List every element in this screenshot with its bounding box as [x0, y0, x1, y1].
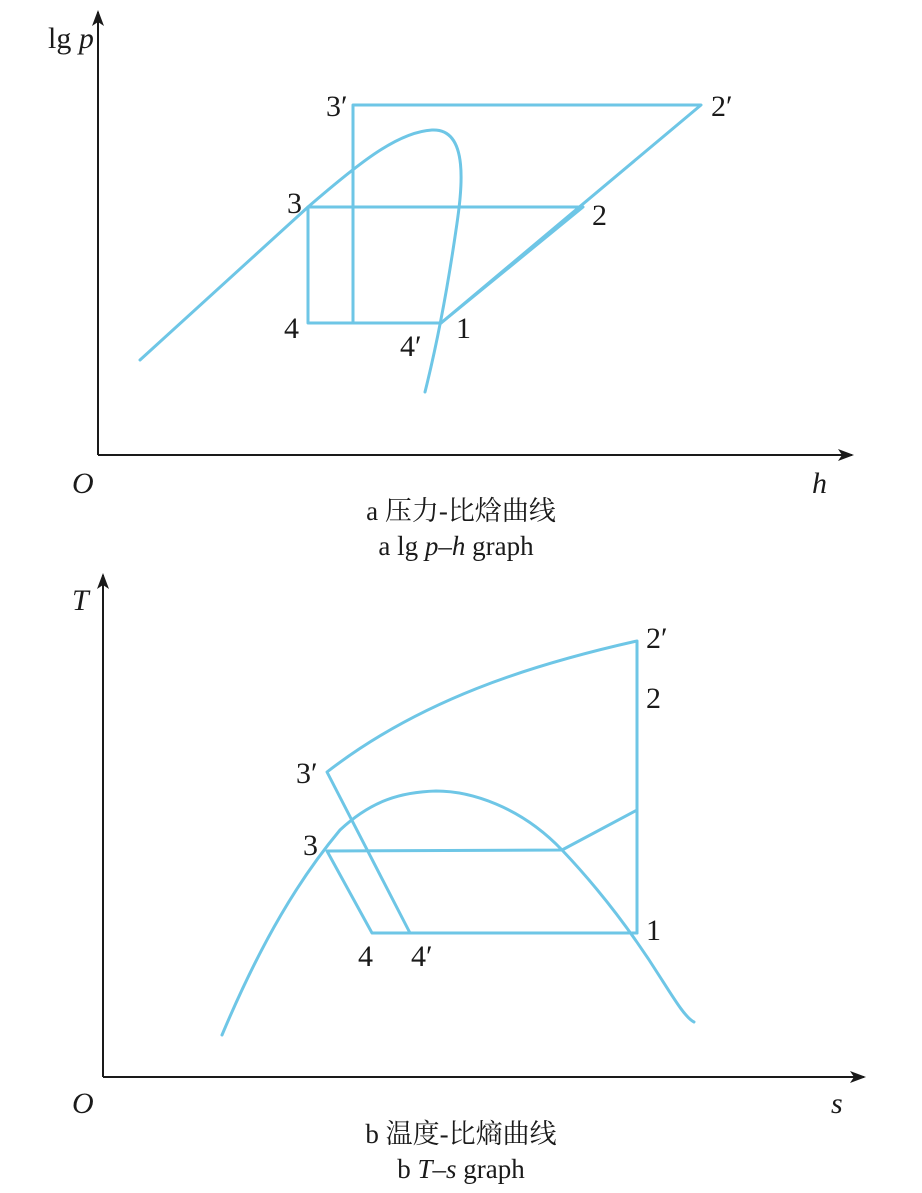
- diagram-b-point-2prime: 2′: [646, 622, 668, 655]
- diagram-a-point-3: 3: [287, 187, 302, 220]
- diagram-a-origin-label: O: [72, 467, 94, 500]
- diagram-b-point-3prime: 3′: [296, 757, 318, 790]
- diagram-b-caption-en: b T–s graph: [397, 1154, 525, 1184]
- diagram-b-cycle-prime: [327, 641, 637, 933]
- diagram-b-point-3: 3: [303, 829, 318, 862]
- diagram-b-origin-label: O: [72, 1087, 94, 1120]
- diagram-a-caption-cn: a 压力-比焓曲线: [366, 496, 556, 526]
- diagram-b-y-axis-label: T: [72, 584, 89, 617]
- diagram-b-point-4: 4: [358, 940, 373, 973]
- diagram-a: [48, 12, 852, 561]
- diagram-a-caption-en: a lg p–h graph: [378, 531, 534, 561]
- diagram-a-cycle-ideal: [308, 207, 583, 323]
- diagram-a-point-4prime: 4′: [400, 330, 422, 363]
- diagram-b-caption-cn: b 温度-比熵曲线: [365, 1119, 557, 1149]
- diagram-a-point-2: 2: [592, 199, 607, 232]
- diagram-b: [72, 575, 864, 1184]
- diagram-a-point-1: 1: [456, 312, 471, 345]
- diagram-a-x-axis-label: h: [812, 467, 827, 500]
- diagram-a-y-axis-label: lg p: [48, 22, 94, 55]
- diagram-b-saturation-curve: [222, 791, 694, 1035]
- diagram-b-cycle-ideal: [327, 810, 637, 933]
- diagram-b-x-axis-label: s: [831, 1087, 843, 1120]
- diagram-a-point-3prime: 3′: [326, 90, 348, 123]
- diagram-b-point-2: 2: [646, 682, 661, 715]
- diagram-b-point-1: 1: [646, 914, 661, 947]
- diagram-a-point-4: 4: [284, 312, 299, 345]
- diagram-b-point-4prime: 4′: [411, 940, 433, 973]
- diagram-a-point-2prime: 2′: [711, 90, 733, 123]
